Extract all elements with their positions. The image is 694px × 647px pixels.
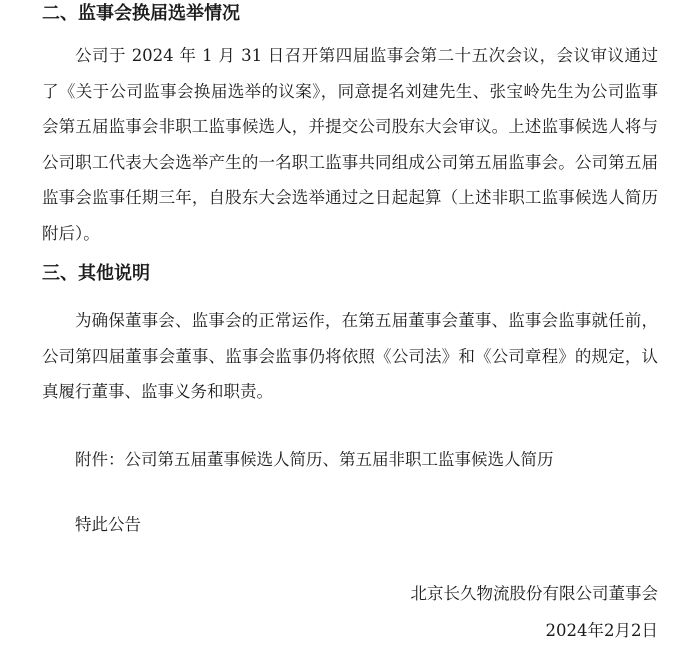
closing-line: 特此公告	[75, 515, 141, 534]
signature-date: 2024年2月2日	[545, 621, 658, 640]
signature-company: 北京长久物流股份有限公司董事会	[410, 584, 658, 603]
section-3-heading: 三、其他说明	[42, 263, 150, 284]
annex-line: 附件：公司第五届董事候选人简历、第五届非职工监事候选人简历	[75, 450, 554, 469]
section-2-body: 公司于 2024 年 1 月 31 日召开第四届监事会第二十五次会议，会议审议通过了《关于公司监事会换届选举的议案》，同意提名刘建先生、张宝岭先生为公司监事会第五届监事会非职工监事候选人，并提交公司股东大会审议。上述监事候选人将与公司职工代表大会选举产生的一名职工监事共同组成公司第五届监事会。公司第五届监事会监事任期三年，自股东大会选举通过之日起起算（上述非职工监事候选人简历附后）。	[42, 46, 658, 243]
section-2-heading: 二、监事会换届选举情况	[42, 3, 240, 24]
section-3-body: 为确保董事会、监事会的正常运作，在第五届董事会董事、监事会监事就任前，公司第四届董事会董事、监事会监事仍将依照《公司法》和《公司章程》的规定，认真履行董事、监事义务和职责。	[42, 311, 658, 402]
